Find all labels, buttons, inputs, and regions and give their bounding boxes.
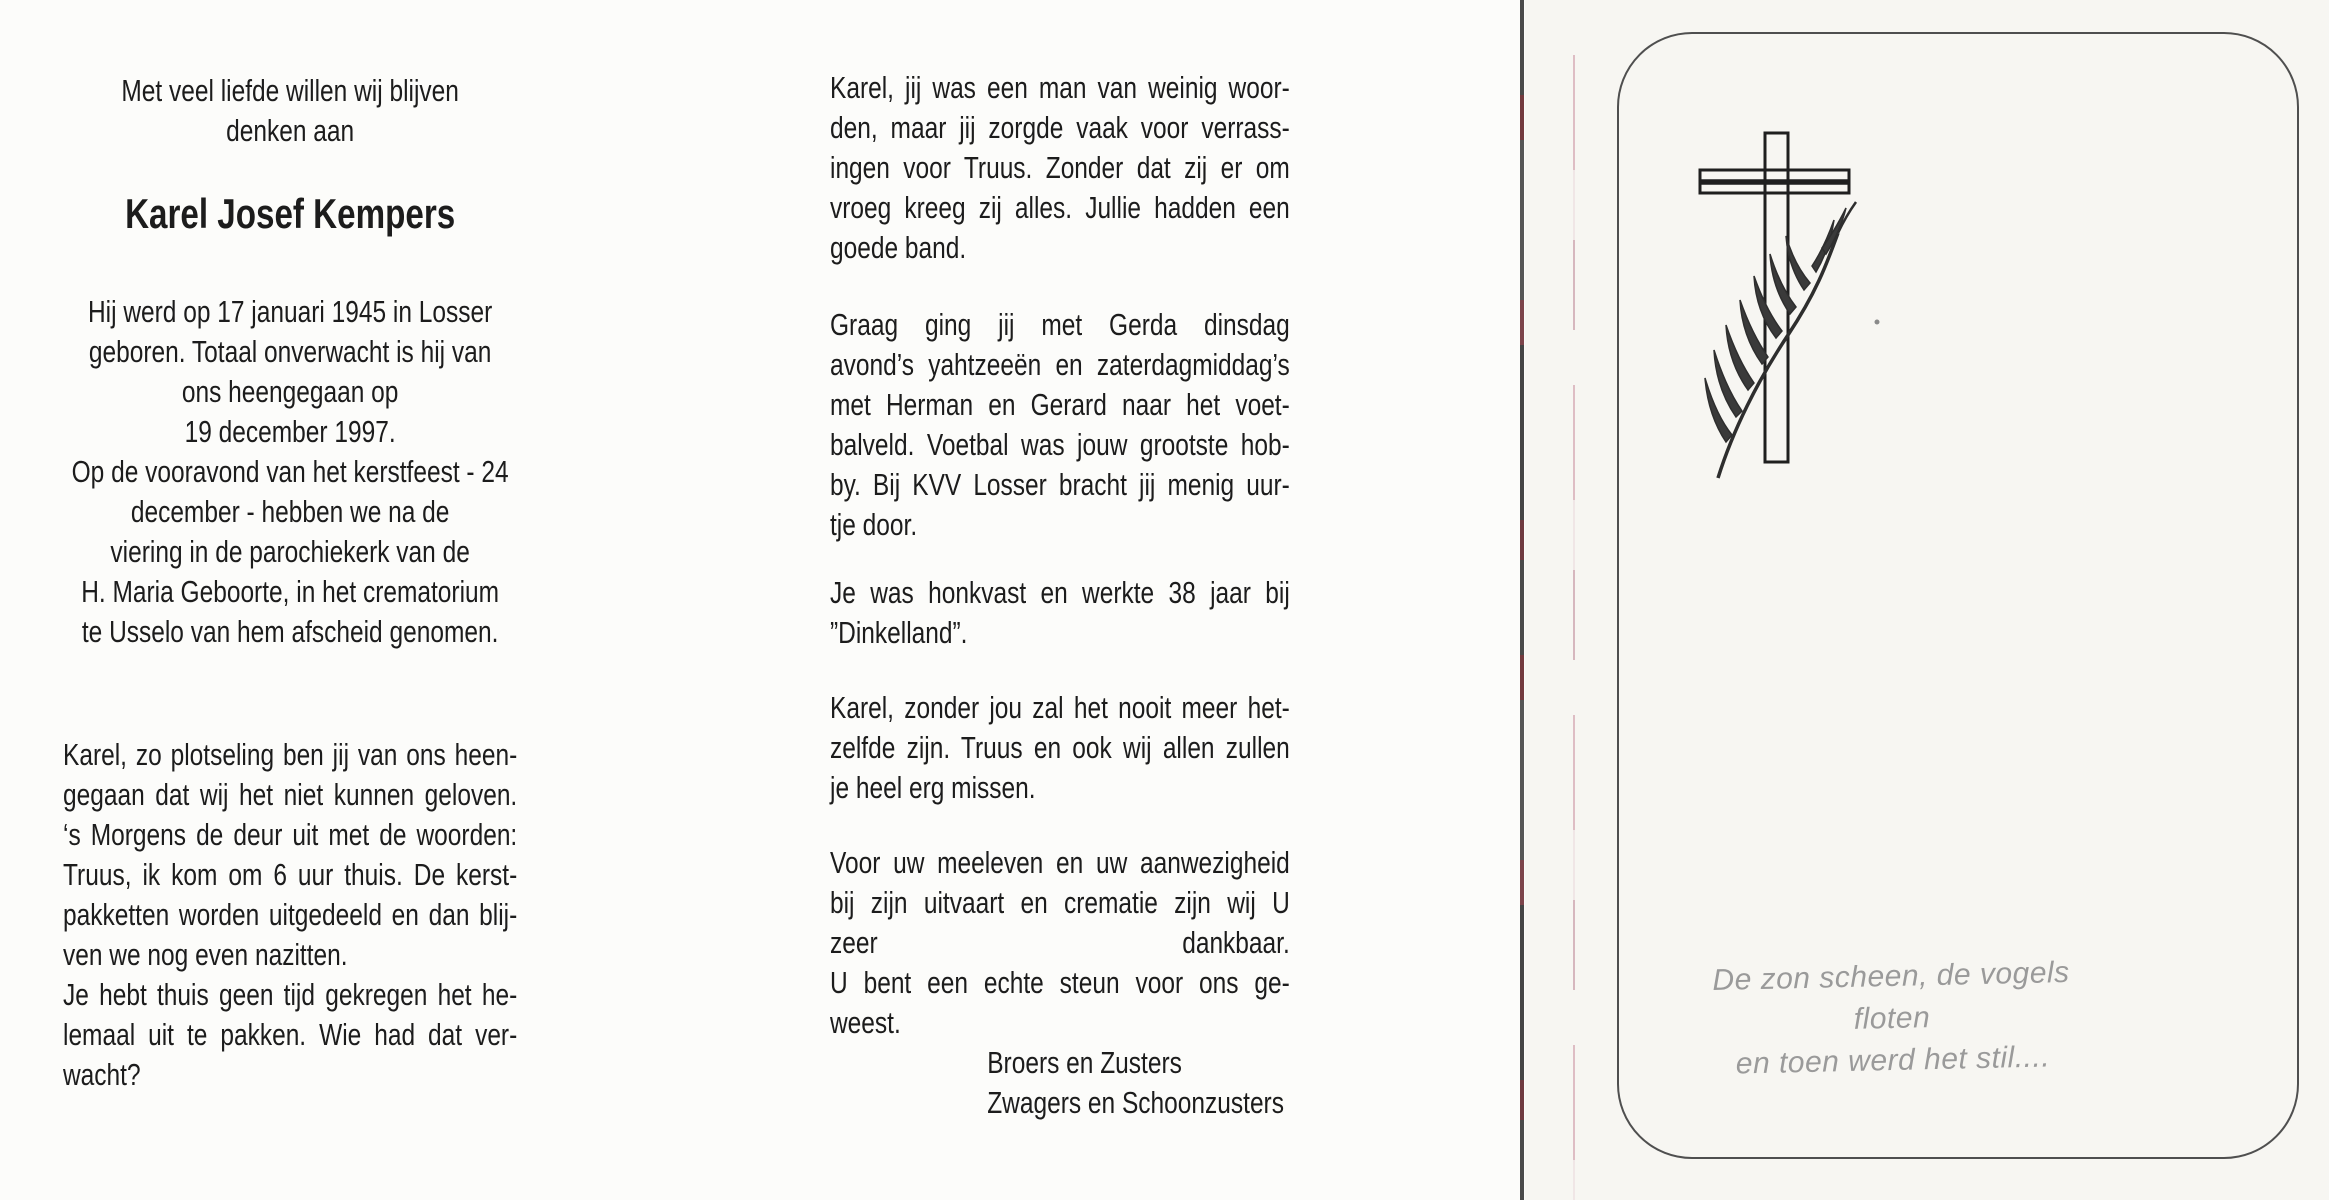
cross-and-wheat-illustration: [1688, 120, 1888, 490]
page-fold-edge: [1520, 0, 1524, 1200]
left-page-column-1: [63, 0, 517, 1200]
wheat-sprig-icon: [1705, 202, 1856, 478]
deceased-name: Karel Josef Kempers: [125, 190, 456, 237]
thanks-paragraph: Voor uw meeleven en uw aanwezigheid bij zijn uitvaart en crematie zijn wij U zeer dankbaar. U bent een echte steun voor ons ge- weest.: [830, 845, 1290, 1040]
signature: Broers en Zusters Zwagers en Schoonzusters: [987, 1045, 1284, 1120]
left-page-column-2: [830, 0, 1290, 1200]
latin-cross-icon: [1700, 133, 1849, 462]
condolence-paragraph-4: Karel, zonder jou zal het nooit meer het- zelfde zijn. Truus en ook wij allen zullen je heel erg missen.: [830, 690, 1290, 805]
obituary-text: Hij werd op 17 januari 1945 in Losser geboren. Totaal onverwacht is hij van ons heengegaan op 19 december 1997. Op de vooravond van het kerstfeest - 24 december - hebben we na de viering in de parochiekerk van de H. Maria Geboorte, in het crematorium te Usselo van hem afscheid genomen.: [71, 294, 509, 649]
intro-text: Met veel liefde willen wij blijven denken aan: [121, 73, 459, 148]
scan-speckle: [1875, 320, 1880, 325]
memory-text-a: Karel, zo plotseling ben jij van ons heen- gegaan dat wij het niet kunnen geloven. ‘s Morgens de deur uit met de woorden: Truus, ik kom om 6 uur thuis. De kerst- pakketten worden uitgedeeld en dan blij- ven we nog even nazitten.: [63, 737, 518, 972]
memorial-quote: De zon scheen, de vogels floten en toen werd het stil....: [1712, 955, 2070, 1081]
fold-crease-line: [1573, 0, 1575, 1200]
memory-text-b: Je hebt thuis geen tijd gekregen het he- lemaal uit te pakken. Wie had dat ver- wacht?: [63, 977, 518, 1092]
condolence-paragraph-1: Karel, jij was een man van weinig woor- den, maar jij zorgde vaak voor verrass- ingen voor Truus. Zonder dat zij er om vroeg kreeg zij alles. Jullie hadden een goede band.: [830, 70, 1290, 265]
condolence-paragraph-3: Je was honkvast en werkte 38 jaar bij ”Dinkelland”.: [830, 575, 1290, 650]
condolence-paragraph-2: Graag ging jij met Gerda dinsdag avond’s yahtzeeën en zaterdagmiddag’s met Herman en Gerard naar het voet- balveld. Voetbal was jouw grootste hob- by. Bij KVV Losser bracht jij menig uur- tje door.: [830, 307, 1290, 542]
